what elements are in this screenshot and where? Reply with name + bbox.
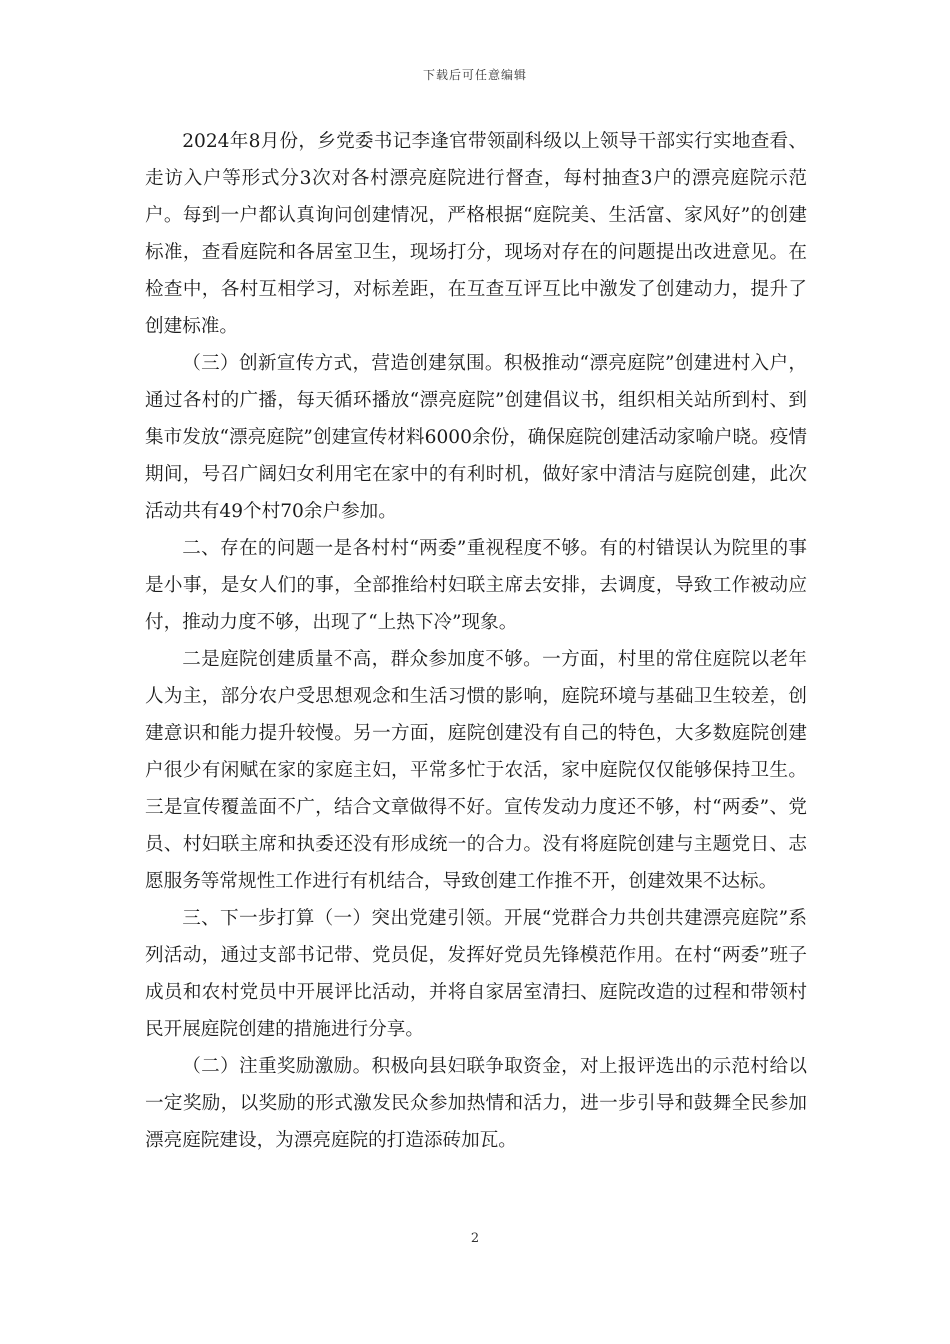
paragraph-next-steps: 三、下一步打算（一）突出党建引领。开展“党群合力共创共建漂亮庭院”系列活动，通过支部书记带、党员促，发挥好党员先锋模范作用。在村“两委”班子成员和农村党员中开展评比活动，并将自家居室清扫、庭院改造的过程和带领村民开展庭院创建的措施进行分享。 xyxy=(145,908,807,1040)
paragraph-problems-one: 二、存在的问题一是各村村“两委”重视程度不够。有的村错误认为院里的事是小事，是女人们的事，全部推给村妇联主席去安排，去调度，导致工作被动应付，推动力度不够，出现了“上热下冷”现象。 xyxy=(145,538,807,633)
page-header: 下载后可任意编辑 xyxy=(422,68,527,82)
paragraph-inspection: 2024年8月份，乡党委书记李逢官带领副科级以上领导干部实行实地查看、走访入户等形式分3次对各村漂亮庭院进行督查，每村抽查3户的漂亮庭院示范户。每到一户都认真询问创建情况，严格根据“庭院美、生活富、家风好”的创建标准，查看庭院和各居室卫生，现场打分，现场对存在的问题提出改进意见。在检查中，各村互相学习，对标差距，在互查互评互比中激发了创建动力，提升了创建标准。 xyxy=(145,131,807,337)
paragraph-problems-two: 二是庭院创建质量不高，群众参加度不够。一方面，村里的常住庭院以老年人为主，部分农户受思想观念和生活习惯的影响，庭院环境与基础卫生较差，创建意识和能力提升较慢。另一方面，庭院创建没有自己的特色，大多数庭院创建户很少有闲赋在家的家庭主妇，平常多忙于农活，家中庭院仅仅能够保持卫生。三是宣传覆盖面不广，结合文章做得不好。宣传发动力度还不够，村“两委”、党员、村妇联主席和执委还没有形成统一的合力。没有将庭院创建与主题党日、志愿服务等常规性工作进行有机结合，导致创建工作推不开，创建效果不达标。 xyxy=(145,649,807,892)
paragraph-publicity: （三）创新宣传方式，营造创建氛围。积极推动“漂亮庭院”创建进村入户，通过各村的广播，每天循环播放“漂亮庭院”创建倡议书，组织相关站所到村、到集市发放“漂亮庭院”创建宣传材料6000余份，确保庭院创建活动家喻户晓。疫情期间，号召广阔妇女利用宅在家中的有利时机，做好家中清洁与庭院创建，此次活动共有49个村70余户参加。 xyxy=(145,353,807,522)
page-number: 2 xyxy=(470,1231,480,1246)
paragraph-incentives: （二）注重奖励激励。积极向县妇联争取资金，对上报评选出的示范村给以一定奖励，以奖励的形式激发民众参加热情和活力，进一步引导和鼓舞全民参加漂亮庭院建设，为漂亮庭院的打造添砖加瓦。 xyxy=(145,1056,807,1151)
document-body xyxy=(145,123,807,1159)
